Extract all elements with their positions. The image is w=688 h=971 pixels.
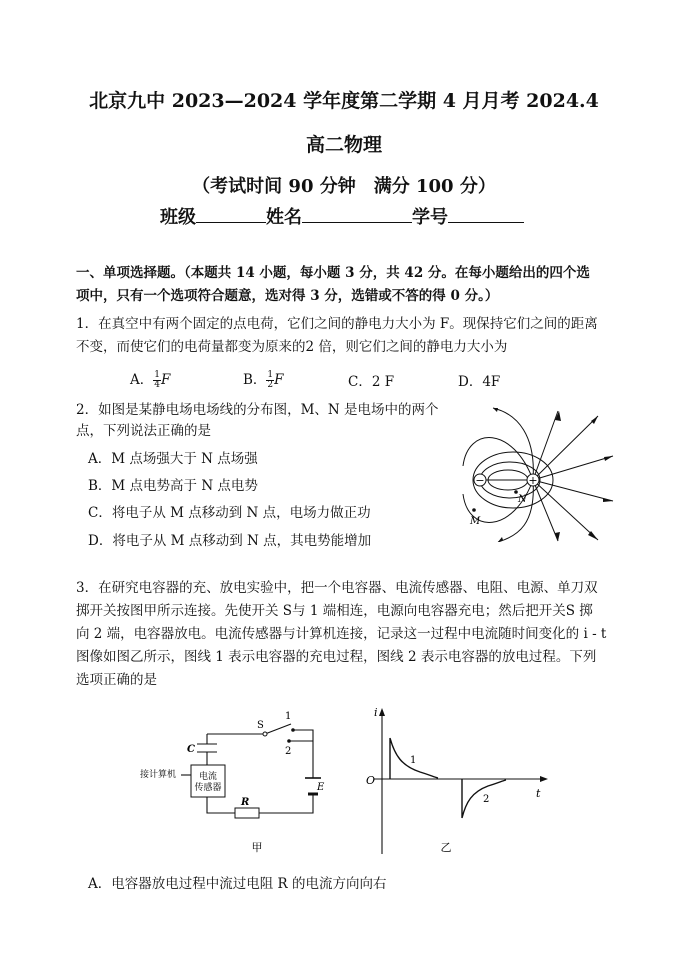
q3-line4: 图像如图乙所示，图线 1 表示电容器的充电过程，图线 2 表示电容器的放电过程。下列 xyxy=(76,649,597,665)
plus-sign: + xyxy=(528,474,538,487)
q3-option-a[interactable]: A．电容器放电过程中流过电阻 R 的电流方向向右 xyxy=(88,876,387,892)
field-lines xyxy=(463,408,613,542)
t-axis-arrow xyxy=(540,776,548,782)
class-label: 班级 xyxy=(160,207,196,228)
resistor-label: R xyxy=(241,797,250,808)
student-info-row xyxy=(160,203,524,229)
q1-option-c[interactable]: C．2 F xyxy=(348,374,395,390)
current-time-graph xyxy=(330,706,552,858)
graph-caption: 乙 xyxy=(440,841,452,854)
field-arrows xyxy=(478,408,613,542)
q1-option-d[interactable]: D．4F xyxy=(458,374,501,390)
switch-contact-2 xyxy=(287,739,291,743)
contact-1-label: 1 xyxy=(285,711,292,722)
exam-title: 北京九中 2023—2024 学年度第二学期 4 月月考 2024.4 xyxy=(89,90,599,112)
q1-line2: 不变，而使它们的电荷量都变为原来的2 倍，则它们之间的静电力大小为 xyxy=(76,339,508,355)
circuit-caption: 甲 xyxy=(251,841,263,854)
curve-2-label: 2 xyxy=(483,794,490,805)
q2-line1: 2．如图是某静电场电场线的分布图，M、N 是电场中的两个 xyxy=(76,402,439,418)
q2-line2: 点，下列说法正确的是 xyxy=(76,423,211,439)
exam-info: （考试时间 90 分钟 满分 100 分） xyxy=(192,176,496,197)
id-label: 学号 xyxy=(412,207,448,228)
q1-line1: 1．在真空中有两个固定的点电荷，它们之间的静电力大小为 F。现保持它们之间的距离 xyxy=(76,316,598,332)
section-heading-line1: 一、单项选择题。（本题共 14 小题，每小题 3 分，共 42 分。在每小题给出的四个选 xyxy=(76,265,590,281)
q3-line2: 掷开关按图甲所示连接。先使开关 S与 1 端相连，电源向电容器充电；然后把开关S 掷 xyxy=(76,603,593,619)
q1-option-b[interactable]: B． $\frac{1}{2}$ F xyxy=(243,370,284,390)
switch-pivot xyxy=(263,732,267,736)
sensor-label-1: 电流 xyxy=(198,772,218,782)
fraction: $\frac{1}{2}$ xyxy=(267,370,274,390)
t-axis-label: t xyxy=(536,787,541,800)
q3-line5: 选项正确的是 xyxy=(76,672,157,688)
subject-title: 高二物理 xyxy=(305,134,382,156)
sensor-label-2: 传感器 xyxy=(194,783,222,793)
resistor xyxy=(235,808,259,818)
q2-option-d[interactable]: D．将电子从 M 点移动到 N 点，其电势能增加 xyxy=(88,533,372,549)
minus-sign: − xyxy=(475,474,485,487)
section-heading-line2: 项中，只有一个选项符合题意，选对得 3 分，选错或不答的得 0 分。） xyxy=(76,288,499,304)
origin-label: O xyxy=(366,774,376,787)
i-axis-label: i xyxy=(374,706,378,719)
point-m-dot xyxy=(472,508,476,512)
q2-option-c[interactable]: C．将电子从 M 点移动到 N 点，电场力做正功 xyxy=(88,505,371,521)
point-n-label: N xyxy=(518,494,527,505)
contact-2-label: 2 xyxy=(285,746,292,757)
q2-option-b[interactable]: B．M 点电势高于 N 点电势 xyxy=(88,478,258,494)
computer-label: 接计算机 xyxy=(140,770,177,780)
i-axis-arrow xyxy=(379,708,385,716)
curve-1-label: 1 xyxy=(410,755,417,766)
capacitor-label: C xyxy=(187,744,195,755)
emf-label: E xyxy=(317,782,325,793)
class-blank[interactable] xyxy=(196,205,266,223)
field-line-diagram xyxy=(458,406,614,542)
q3-line3: 向 2 端，电容器放电。电流传感器与计算机连接，记录这一过程中电流随时间变化的 i - t xyxy=(76,626,607,642)
q3-line1: 3．在研究电容器的充、放电实验中，把一个电容器、电流传感器、电阻、电源、单刀双 xyxy=(76,580,598,596)
fraction: $\frac{1}{4}$ xyxy=(154,370,160,390)
name-blank[interactable] xyxy=(302,205,412,223)
q1-option-a[interactable]: A． $\frac{1}{4}$ F xyxy=(130,370,171,390)
name-label: 姓名 xyxy=(266,207,302,228)
switch-contact-1 xyxy=(291,728,295,732)
q2-option-a[interactable]: A．M 点场强大于 N 点场强 xyxy=(88,451,258,467)
circuit-diagram xyxy=(135,708,335,858)
id-blank[interactable] xyxy=(448,205,524,223)
point-m-label: M xyxy=(470,516,481,527)
switch-label: S xyxy=(257,720,264,731)
graph-axes xyxy=(374,714,542,854)
